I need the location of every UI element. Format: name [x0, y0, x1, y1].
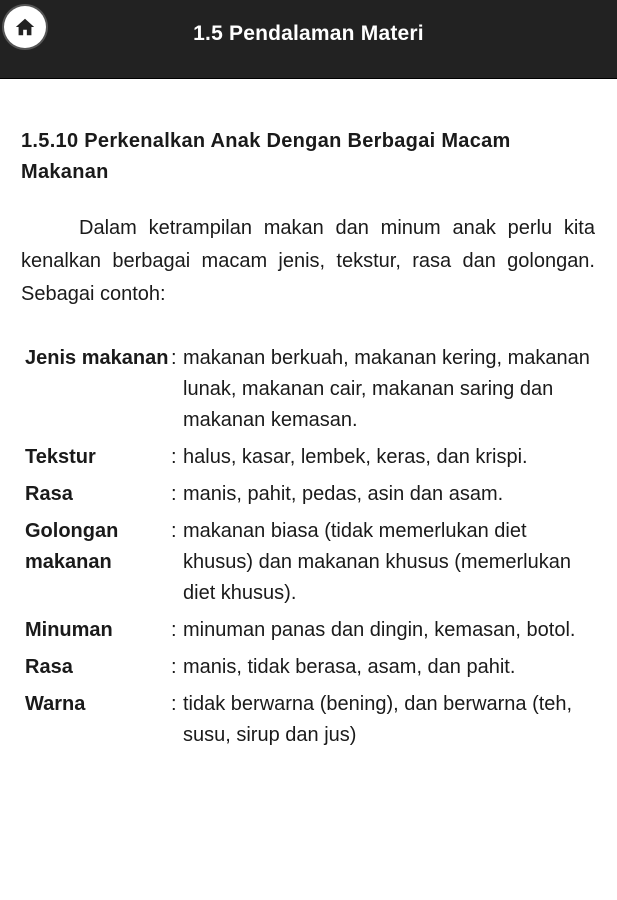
definition-colon: :	[171, 483, 177, 505]
definition-colon: :	[171, 520, 177, 542]
definition-term: Minuman	[25, 619, 113, 641]
definition-row	[25, 343, 595, 436]
definition-colon: :	[171, 347, 177, 369]
definition-term: Tekstur	[25, 446, 96, 468]
definition-row	[25, 615, 595, 646]
definition-list	[25, 343, 595, 751]
definition-colon: :	[171, 693, 177, 715]
definition-colon: :	[171, 446, 177, 468]
definition-term: Warna	[25, 693, 86, 715]
definition-row	[25, 652, 595, 683]
definition-desc: manis, tidak berasa, asam, dan pahit.	[183, 656, 516, 678]
definition-term: Jenis makanan	[25, 347, 169, 369]
definition-term: Golongan makanan	[25, 520, 119, 573]
article-content	[21, 126, 595, 757]
intro-paragraph: Dalam ketrampilan makan dan minum anak perlu kita kenalkan berbagai macam jenis, tekstur, rasa dan golongan. Sebagai contoh:	[21, 217, 595, 305]
section-heading: 1.5.10 Perkenalkan Anak Dengan Berbagai Macam Makanan	[21, 130, 511, 183]
definition-row	[25, 516, 595, 609]
definition-colon: :	[171, 656, 177, 678]
definition-row	[25, 442, 595, 473]
definition-row	[25, 689, 595, 751]
definition-desc: tidak berwarna (bening), dan berwarna (teh, susu, sirup dan jus)	[183, 693, 573, 746]
app-header	[0, 0, 617, 79]
definition-desc: manis, pahit, pedas, asin dan asam.	[183, 483, 504, 505]
definition-desc: makanan biasa (tidak memerlukan diet khusus) dan makanan khusus (memerlukan diet khusus).	[183, 520, 571, 604]
definition-row	[25, 479, 595, 510]
definition-desc: minuman panas dan dingin, kemasan, botol.	[183, 619, 576, 641]
definition-desc: makanan berkuah, makanan kering, makanan lunak, makanan cair, makanan saring dan makanan kemasan.	[183, 347, 590, 431]
definition-desc: halus, kasar, lembek, keras, dan krispi.	[183, 446, 528, 468]
page-title: 1.5 Pendalaman Materi	[193, 22, 424, 45]
definition-term: Rasa	[25, 656, 73, 678]
definition-term: Rasa	[25, 483, 73, 505]
definition-colon: :	[171, 619, 177, 641]
